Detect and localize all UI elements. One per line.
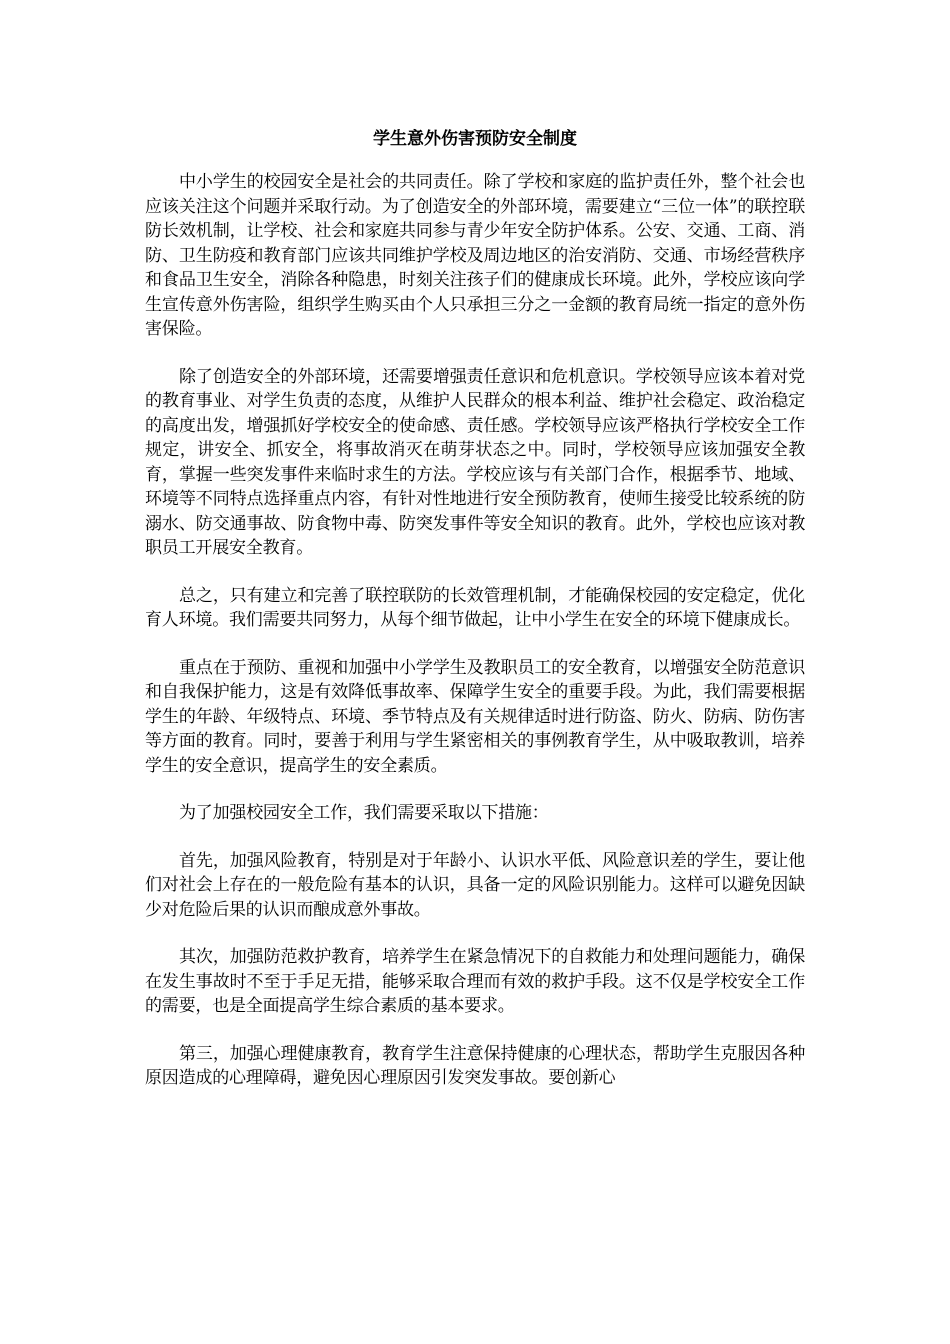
paragraph-4: 重点在于预防、重视和加强中小学学生及教职员工的安全教育，以增强安全防范意识和自我保护能力，这是有效降低事故率、保障学生安全的重要手段。为此，我们需要根据学生的年龄、年级特点、环境、季节特点及有关规律适时进行防盗、防火、防病、防伤害等方面的教育。同时，要善于利用与学生紧密相关的事例教育学生，从中吸取教训，培养学生的安全意识，提高学生的安全素质。 — [145, 657, 805, 776]
paragraph-7: 其次，加强防范救护教育，培养学生在紧急情况下的自救能力和处理问题能力，确保在发生事故时不至于手足无措，能够采取合理而有效的救护手段。这不仅是学校安全工作的需要，也是全面提高学生综合素质的基本要求。 — [145, 947, 805, 1016]
paragraph-8: 第三，加强心理健康教育，教育学生注意保持健康的心理状态，帮助学生克服因各种原因造成的心理障碍，避免因心理原因引发突发事故。要创新心 — [145, 1043, 805, 1088]
document-title: 学生意外伤害预防安全制度 — [373, 129, 577, 149]
paragraph-3: 总之，只有建立和完善了联控联防的长效管理机制，才能确保校园的安定稳定，优化育人环境。我们需要共同努力，从每个细节做起，让中小学生在安全的环境下健康成长。 — [145, 585, 805, 630]
paragraph-1: 中小学生的校园安全是社会的共同责任。除了学校和家庭的监护责任外，整个社会也应该关注这个问题并采取行动。为了创造安全的外部环境，需要建立“三位一体”的联控联防长效机制，让学校、社会和家庭共同参与青少年安全防护体系。公安、交通、工商、消防、卫生防疫和教育部门应该共同维护学校及周边地区的治安消防、交通、市场经营秩序和食品卫生安全，消除各种隐患，时刻关注孩子们的健康成长环境。此外，学校应该向学生宣传意外伤害险，组织学生购买由个人只承担三分之一金额的教育局统一指定的意外伤害保险。 — [145, 172, 805, 339]
paragraph-5: 为了加强校园安全工作，我们需要采取以下措施： — [179, 803, 549, 823]
paragraph-2: 除了创造安全的外部环境，还需要增强责任意识和危机意识。学校领导应该本着对党的教育事业、对学生负责的态度，从维护人民群众的根本利益、维护社会稳定、政治稳定的高度出发，增强抓好学校安全的使命感、责任感。学校领导应该严格执行学校安全工作规定，讲安全、抓安全，将事故消灭在萌芽状态之中。同时，学校领导应该加强安全教育，掌握一些突发事件来临时求生的方法。学校应该与有关部门合作，根据季节、地域、环境等不同特点选择重点内容，有针对性地进行安全预防教育，使师生接受比较系统的防溺水、防交通事故、防食物中毒、防突发事件等安全知识的教育。此外，学校也应该对教职员工开展安全教育。 — [145, 366, 805, 558]
paragraph-6: 首先，加强风险教育，特别是对于年龄小、认识水平低、风险意识差的学生，要让他们对社会上存在的一般危险有基本的认识，具备一定的风险识别能力。这样可以避免因缺少对危险后果的认识而酿成意外事故。 — [145, 850, 805, 920]
document-body — [145, 170, 805, 1114]
